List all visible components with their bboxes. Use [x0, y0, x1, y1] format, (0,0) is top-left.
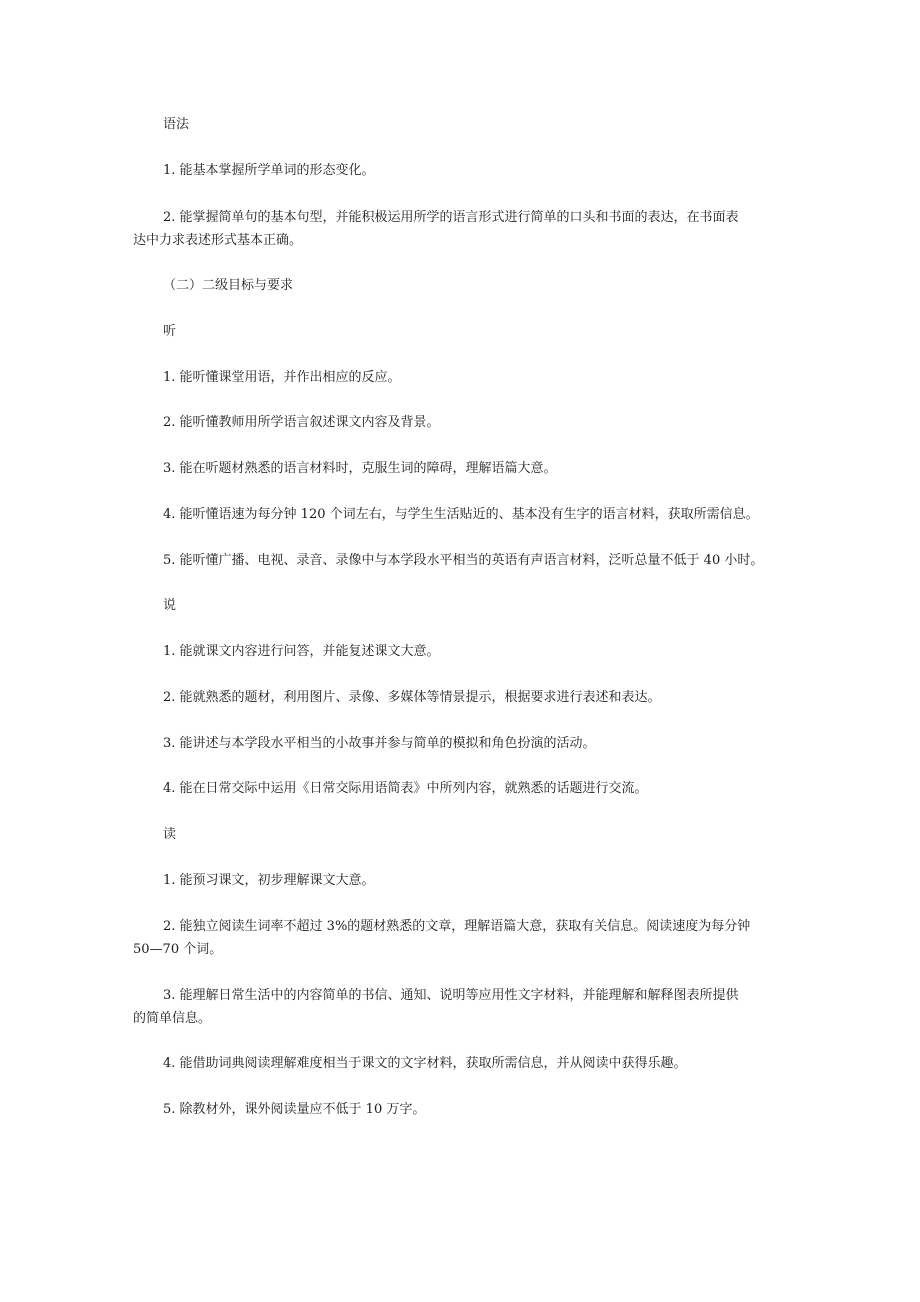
reading-item-2-line-1: 2. 能独立阅读生词率不超过 3%的题材熟悉的文章，理解语篇大意，获取有关信息。阅读速度为每分钟 [163, 919, 751, 934]
reading-item-4: 4. 能借助词典阅读理解难度相当于课文的文字材料，获取所需信息，并从阅读中获得乐趣。 [163, 1056, 687, 1071]
grammar-item-2-line-2: 达中力求表述形式基本正确。 [133, 233, 303, 248]
reading-item-1: 1. 能预习课文，初步理解课文大意。 [163, 873, 375, 888]
listening-heading: 听 [163, 324, 177, 339]
reading-item-3-line-2: 的简单信息。 [133, 1011, 212, 1026]
reading-item-2-line-2: 50—70 个词。 [133, 942, 223, 957]
speaking-item-3: 3. 能讲述与本学段水平相当的小故事并参与简单的模拟和角色扮演的活动。 [163, 736, 596, 751]
listening-item-3: 3. 能在听题材熟悉的语言材料时，克服生词的障碍，理解语篇大意。 [163, 461, 557, 476]
reading-heading: 读 [163, 827, 177, 842]
listening-item-1: 1. 能听懂课堂用语，并作出相应的反应。 [163, 370, 401, 385]
reading-item-5: 5. 除教材外，课外阅读量应不低于 10 万字。 [163, 1102, 426, 1117]
listening-item-2: 2. 能听懂教师用所学语言叙述课文内容及背景。 [163, 415, 440, 430]
level-two-heading: （二）二级目标与要求 [163, 278, 294, 293]
speaking-heading: 说 [163, 598, 177, 613]
speaking-item-1: 1. 能就课文内容进行问答，并能复述课文大意。 [163, 644, 440, 659]
speaking-item-4: 4. 能在日常交际中运用《日常交际用语简表》中所列内容，就熟悉的话题进行交流。 [163, 781, 648, 796]
listening-item-5: 5. 能听懂广播、电视、录音、录像中与本学段水平相当的英语有声语言材料，泛听总量不低于 40 小时。 [163, 553, 764, 568]
grammar-item-1: 1. 能基本掌握所学单词的形态变化。 [163, 163, 375, 178]
grammar-heading: 语法 [163, 117, 190, 132]
speaking-item-2: 2. 能就熟悉的题材，利用图片、录像、多媒体等情景提示，根据要求进行表述和表达。 [163, 690, 661, 705]
reading-item-3-line-1: 3. 能理解日常生活中的内容简单的书信、通知、说明等应用性文字材料，并能理解和解释图表所提供 [163, 988, 739, 1003]
listening-item-4: 4. 能听懂语速为每分钟 120 个词左右，与学生生活贴近的、基本没有生字的语言材料，获取所需信息。 [163, 507, 759, 522]
grammar-item-2-line-1: 2. 能掌握简单句的基本句型，并能积极运用所学的语言形式进行简单的口头和书面的表达，在书面表 [163, 210, 739, 225]
